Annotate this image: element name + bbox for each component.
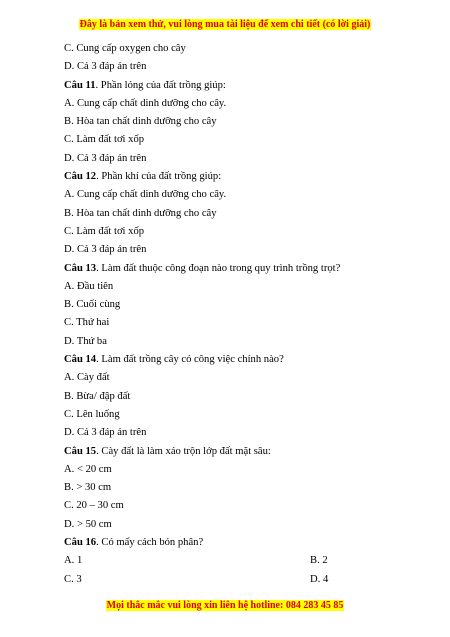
- header-notice: Đây là bản xem thử, vui lòng mua tài liệu để xem chi tiết (có lời giải): [79, 19, 371, 30]
- option-line: D. Thứ ba: [64, 335, 107, 347]
- option-line: C. 3: [64, 573, 82, 585]
- option-line: B. Hòa tan chất dinh dưỡng cho cây: [64, 116, 217, 128]
- question-number: Câu 11: [64, 79, 96, 91]
- option-line: B. Cuối cùng: [64, 299, 121, 311]
- question-13: [64, 260, 394, 278]
- option-line: A. Cung cấp chất dinh dưỡng cho cây.: [64, 189, 227, 201]
- option-line: D. Cả 3 đáp án trên: [64, 244, 147, 256]
- option-line: A. Cung cấp chất dinh dưỡng cho cây.: [64, 97, 227, 109]
- question-text: . Cày đất là làm xáo trộn lớp đất mặt sâu:: [96, 445, 271, 457]
- option-line: B. Hòa tan chất dinh dưỡng cho cây: [64, 207, 217, 219]
- option-line: D. Cả 3 đáp án trên: [64, 427, 147, 439]
- option-line: A. < 20 cm: [64, 463, 112, 475]
- question-number: Câu 14: [64, 354, 97, 366]
- question-text: . Làm đất thuộc công đoạn nào trong quy trình trồng trọt?: [96, 262, 341, 274]
- question-12: [64, 168, 394, 186]
- question-16: [64, 534, 394, 552]
- option-line: C. Thứ hai: [64, 317, 110, 329]
- option-line: D. > 50 cm: [64, 518, 112, 530]
- option-line: C. Làm đất tơi xốp: [64, 134, 145, 146]
- option-line: C. Cung cấp oxygen cho cây: [64, 43, 186, 54]
- option-line: D. Cả 3 đáp án trên: [64, 152, 147, 164]
- question-number: Câu 15: [64, 445, 97, 457]
- option-line: A. Đầu tiên: [64, 280, 114, 292]
- option-row: [64, 571, 394, 589]
- question-number: Câu 13: [64, 262, 97, 274]
- question-text: . Phần lỏng của đất trồng giúp:: [95, 79, 226, 91]
- option-line: A. 1: [64, 555, 83, 567]
- question-text: . Phần khí của đất trồng giúp:: [96, 171, 222, 183]
- option-line: C. Làm đất tơi xốp: [64, 225, 145, 237]
- option-row: [64, 552, 394, 570]
- footer-notice: Mọi thắc mắc vui lòng xin liên hệ hotline: 084 283 45 85: [106, 600, 344, 611]
- option-line: B. > 30 cm: [64, 482, 112, 494]
- option-line: A. Cày đất: [64, 372, 110, 384]
- option-line: D. Cả 3 đáp án trên: [64, 61, 147, 73]
- option-line: D. 4: [310, 573, 329, 585]
- option-line: B. Bừa/ đập đất: [64, 390, 131, 402]
- question-text: . Làm đất trồng cây có công việc chính nào?: [96, 354, 284, 366]
- question-number: Câu 12: [64, 171, 97, 183]
- question-15: [64, 443, 394, 461]
- option-line: C. Lên luống: [64, 408, 120, 420]
- option-line: C. 20 – 30 cm: [64, 500, 124, 512]
- question-number: Câu 16: [64, 537, 97, 549]
- option-line: B. 2: [310, 555, 328, 567]
- question-text: . Có mấy cách bón phân?: [96, 537, 204, 549]
- question-11: [64, 77, 394, 95]
- question-14: [64, 351, 394, 369]
- question-list: [64, 40, 394, 589]
